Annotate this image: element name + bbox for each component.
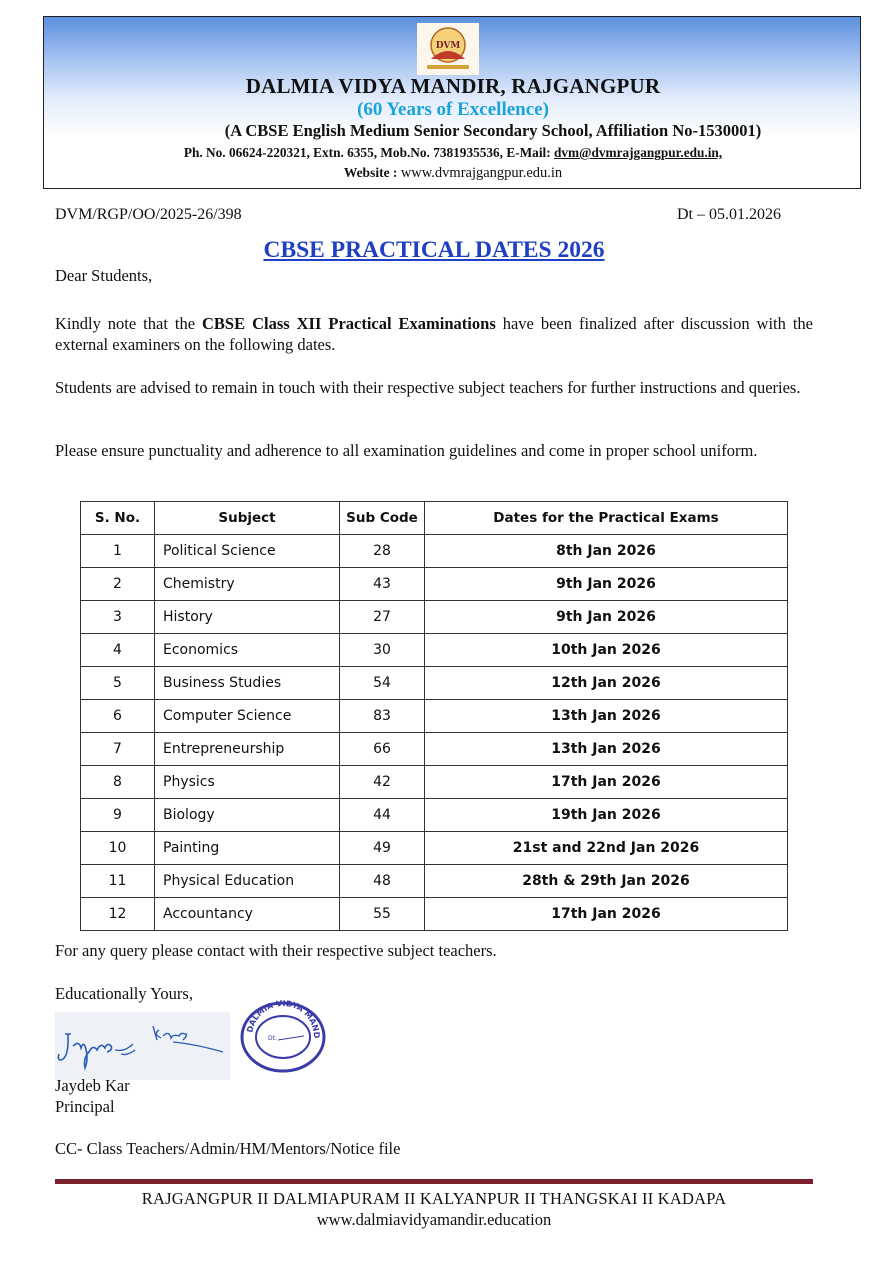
table-row bbox=[81, 799, 788, 832]
paragraph-intro bbox=[55, 313, 813, 355]
footer-branches: RAJGANGPUR II DALMIAPURAM II KALYANPUR II THANGSKAI II KADAPA bbox=[141, 1189, 727, 1208]
phone-text: Ph. No. 06624-220321, Extn. 6355, Mob.No. 7381935536, E-Mail: bbox=[183, 145, 554, 160]
cell-code: 83 bbox=[340, 700, 425, 733]
para1-bold: CBSE Class XII Practical Examinations bbox=[202, 314, 496, 333]
seal-inner-text: Dt. bbox=[268, 1035, 277, 1042]
cell-code: 55 bbox=[340, 898, 425, 931]
cell-subject: Painting bbox=[155, 832, 340, 865]
para1-text-end: have been finalized after discussion with the external examiners on the following dates. bbox=[55, 314, 813, 354]
table-row bbox=[81, 700, 788, 733]
table-row bbox=[81, 766, 788, 799]
affiliation: (A CBSE English Medium Senior Secondary School, Affiliation No-1530001) bbox=[224, 121, 762, 140]
practical-dates-table bbox=[80, 501, 788, 931]
cell-code: 48 bbox=[340, 865, 425, 898]
contact-line bbox=[44, 145, 862, 161]
table-header-row bbox=[81, 502, 788, 535]
header-subject: Subject bbox=[155, 502, 340, 535]
cell-sno: 7 bbox=[81, 733, 155, 766]
cell-date: 17th Jan 2026 bbox=[425, 898, 788, 931]
footer-website[interactable]: www.dalmiavidyamandir.education bbox=[316, 1210, 552, 1229]
cell-subject: Economics bbox=[155, 634, 340, 667]
letterhead bbox=[43, 16, 861, 189]
cell-sno: 3 bbox=[81, 601, 155, 634]
cell-sno: 4 bbox=[81, 634, 155, 667]
cell-subject: Physical Education bbox=[155, 865, 340, 898]
cell-sno: 12 bbox=[81, 898, 155, 931]
reference-number: DVM/RGP/OO/2025-26/398 bbox=[55, 206, 242, 223]
letter-date: Dt – 05.01.2026 bbox=[677, 206, 781, 223]
salutation: Educationally Yours, bbox=[55, 984, 193, 1003]
table-row bbox=[81, 898, 788, 931]
cell-subject: Entrepreneurship bbox=[155, 733, 340, 766]
cell-code: 54 bbox=[340, 667, 425, 700]
header-date: Dates for the Practical Exams bbox=[425, 502, 788, 535]
cell-date: 13th Jan 2026 bbox=[425, 733, 788, 766]
cell-date: 28th & 29th Jan 2026 bbox=[425, 865, 788, 898]
notice-title: CBSE PRACTICAL DATES 2026 bbox=[263, 237, 605, 263]
query-note: For any query please contact with their respective subject teachers. bbox=[55, 941, 497, 960]
cell-subject: Chemistry bbox=[155, 568, 340, 601]
para1-text: Kindly note that the bbox=[55, 314, 203, 333]
principal-designation: Principal bbox=[55, 1097, 115, 1116]
table-row bbox=[81, 832, 788, 865]
cell-subject: Accountancy bbox=[155, 898, 340, 931]
cell-code: 30 bbox=[340, 634, 425, 667]
cell-date: 13th Jan 2026 bbox=[425, 700, 788, 733]
website-line bbox=[44, 165, 862, 182]
principal-signature bbox=[55, 1012, 230, 1080]
table-row bbox=[81, 865, 788, 898]
table-row bbox=[81, 601, 788, 634]
cell-sno: 10 bbox=[81, 832, 155, 865]
cell-code: 27 bbox=[340, 601, 425, 634]
cell-sno: 9 bbox=[81, 799, 155, 832]
cell-sno: 1 bbox=[81, 535, 155, 568]
website-label: Website : bbox=[343, 165, 401, 180]
cell-sno: 8 bbox=[81, 766, 155, 799]
header-sno: S. No. bbox=[81, 502, 155, 535]
cell-code: 66 bbox=[340, 733, 425, 766]
cell-code: 42 bbox=[340, 766, 425, 799]
table-row bbox=[81, 733, 788, 766]
cc-line: CC- Class Teachers/Admin/HM/Mentors/Notice file bbox=[55, 1139, 401, 1158]
cell-code: 28 bbox=[340, 535, 425, 568]
cell-code: 49 bbox=[340, 832, 425, 865]
seal-text: DALMIA VIDYA MAND bbox=[245, 1000, 322, 1039]
cell-subject: History bbox=[155, 601, 340, 634]
cell-sno: 11 bbox=[81, 865, 155, 898]
school-name: DALMIA VIDYA MANDIR, RAJGANGPUR bbox=[245, 74, 661, 98]
cell-date: 10th Jan 2026 bbox=[425, 634, 788, 667]
cell-sno: 5 bbox=[81, 667, 155, 700]
table-row bbox=[81, 568, 788, 601]
footer-divider bbox=[55, 1179, 813, 1184]
greeting: Dear Students, bbox=[55, 266, 153, 285]
table-row bbox=[81, 634, 788, 667]
table-row bbox=[81, 535, 788, 568]
cell-date: 12th Jan 2026 bbox=[425, 667, 788, 700]
cell-date: 9th Jan 2026 bbox=[425, 601, 788, 634]
cell-date: 8th Jan 2026 bbox=[425, 535, 788, 568]
principal-name: Jaydeb Kar bbox=[55, 1076, 130, 1095]
school-logo bbox=[417, 23, 479, 75]
cell-code: 44 bbox=[340, 799, 425, 832]
cell-date: 17th Jan 2026 bbox=[425, 766, 788, 799]
cell-date: 19th Jan 2026 bbox=[425, 799, 788, 832]
school-logo-text: DVM bbox=[435, 41, 461, 51]
school-seal bbox=[238, 1000, 328, 1075]
cell-subject: Physics bbox=[155, 766, 340, 799]
cell-subject: Business Studies bbox=[155, 667, 340, 700]
table-row bbox=[81, 667, 788, 700]
cell-sno: 6 bbox=[81, 700, 155, 733]
cell-subject: Biology bbox=[155, 799, 340, 832]
email-link[interactable]: dvm@dvmrajgangpur.edu.in, bbox=[553, 145, 723, 160]
cell-code: 43 bbox=[340, 568, 425, 601]
paragraph-advice: Students are advised to remain in touch with their respective subject teachers for further instructions and queries. bbox=[55, 378, 801, 397]
cell-sno: 2 bbox=[81, 568, 155, 601]
cell-date: 21st and 22nd Jan 2026 bbox=[425, 832, 788, 865]
header-code: Sub Code bbox=[340, 502, 425, 535]
cell-date: 9th Jan 2026 bbox=[425, 568, 788, 601]
paragraph-punctuality: Please ensure punctuality and adherence to all examination guidelines and come in proper school uniform. bbox=[55, 441, 758, 460]
cell-subject: Political Science bbox=[155, 535, 340, 568]
website-link[interactable]: www.dvmrajgangpur.edu.in bbox=[400, 165, 563, 181]
tagline: (60 Years of Excellence) bbox=[357, 99, 549, 120]
cell-subject: Computer Science bbox=[155, 700, 340, 733]
